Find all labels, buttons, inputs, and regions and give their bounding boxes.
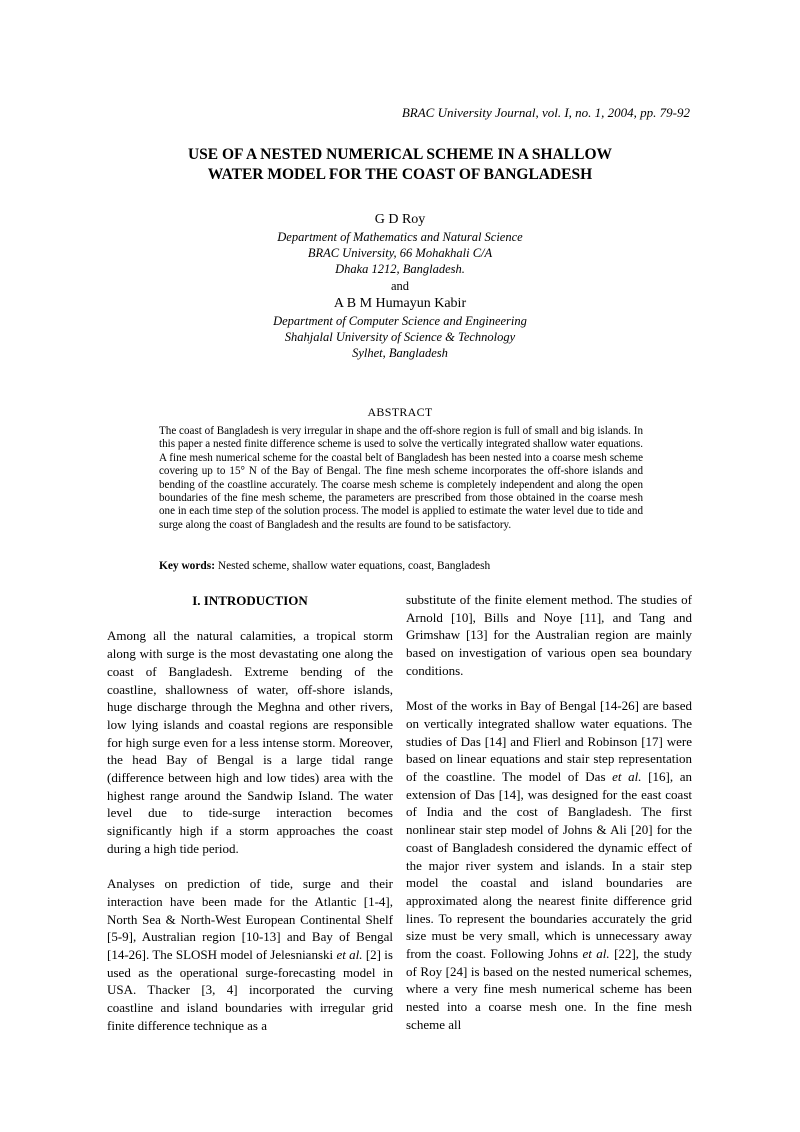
affiliation-line: Department of Mathematics and Natural Science: [277, 230, 523, 244]
affiliation-line: Dhaka 1212, Bangladesh.: [335, 262, 465, 276]
keywords: [159, 559, 643, 573]
paper-title: [100, 145, 700, 185]
author-name: G D Roy: [374, 212, 426, 227]
author-separator: and: [390, 279, 410, 293]
paragraph: [406, 697, 692, 1033]
affiliation-line: Sylhet, Bangladesh: [352, 346, 448, 360]
italic-text: et al.: [612, 769, 642, 785]
paragraph-text: [2] is used as the operational surge-forecasting model in USA. Thacker [3, 4] incorporated the curving coastline and island boundaries with irregular grid finite difference technique as a: [107, 947, 393, 1033]
paragraph: Among all the natural calamities, a tropical storm along with surge is the most devastating one along the coast of Bangladesh. Extreme bending of the coastline, shallowness of water, off-shore islands, huge discharge through the Meghna and other rivers, low lying islands and coastal regions are responsible for high surge even for a less intense storm. Moreover, the head Bay of Bengal is a large tidal range (difference between high and low tides) area with the highest range around the Sandwip Island. The water level due to tide-surge interaction becomes significantly high if a storm approaches the coast during a high tide period.: [107, 628, 393, 856]
journal-reference: BRAC University Journal, vol. I, no. 1, 2004, pp. 79-92: [401, 105, 690, 120]
left-column: [107, 592, 393, 1035]
abstract-text: The coast of Bangladesh is very irregular in shape and the off-shore region is full of small and big islands. In this paper a nested finite difference scheme is used to solve the vertically integrated shallow water equations. A fine mesh numerical scheme for the coastal belt of Bangladesh has been nested into a coarse mesh scheme covering up to 15° N of the Bay of Bengal. The fine mesh scheme incorporates the off-shore islands and bending of the coastline accurately. The coarse mesh scheme is completely independent and along the open boundaries of the fine mesh scheme, the parameters are prescribed from those obtained in the coarse mesh one in each time step of the solution process. The model is applied to estimate the water level due to tide and surge along the coast of Bangladesh and the results are found to be satisfactory.: [159, 425, 643, 531]
italic-text: et al.: [336, 947, 363, 963]
affiliation-line: BRAC University, 66 Mohakhali C/A: [307, 246, 493, 260]
affiliation-line: Shahjalal University of Science & Technology: [284, 330, 516, 344]
paragraph-text: Most of the works in Bay of Bengal [14-26] are based on vertically integrated shallow water equations. The studies of Das [14] and Flierl and Robinson [17] were based on linear equations and stair step representation of the coastline. The model of Das: [406, 698, 692, 785]
right-column: [406, 591, 692, 1034]
author-name: A B M Humayun Kabir: [333, 296, 467, 311]
paragraph-text: [22], the study of Roy [24] is based on the nested numerical schemes, where a very fine mesh numerical scheme has been nested into a coarse mesh one. In the fine mesh scheme all: [406, 946, 692, 1032]
keywords-label: Key words:: [159, 560, 215, 572]
paragraph: [107, 875, 393, 1034]
keywords-text: Nested scheme, shallow water equations, coast, Bangladesh: [215, 560, 491, 572]
italic-text: et al.: [582, 946, 610, 962]
title-line: WATER MODEL FOR THE COAST OF BANGLADESH: [207, 166, 593, 183]
paragraph: substitute of the finite element method. The studies of Arnold [10], Bills and Noye [11], and Tang and Grimshaw [13] for the Australian region are mainly based on investigation of various open sea boundary conditions.: [406, 592, 692, 678]
abstract-heading: ABSTRACT: [367, 405, 433, 419]
paragraph-text: [16], an extension of Das [14], was designed for the east coast of India and the cost of Bangladesh. The first nonlinear stair step model of Johns & Ali [20] for the coast of Bangladesh considered the dynamic effect of the major river system and islands. In a stair step model the coastal and island boundaries are approximated along the nearest finite difference grid lines. To represent the boundaries accurately the grid size must be very small, which is unnecessary away from the coast. Following Johns: [406, 769, 693, 962]
affiliation-line: Department of Computer Science and Engineering: [273, 314, 527, 328]
paragraph-text: Analyses on prediction of tide, surge and their interaction have been made for the Atlantic [1-4], North Sea & North-West European Continental Shelf [5-9], Australian region [10-13] and Bay of Bengal [14-26]. The SLOSH model of Jelesnianski: [107, 876, 393, 963]
section-heading: I. INTRODUCTION: [192, 593, 308, 608]
title-line: USE OF A NESTED NUMERICAL SCHEME IN A SHALLOW: [187, 146, 613, 163]
author-block: [150, 211, 650, 361]
